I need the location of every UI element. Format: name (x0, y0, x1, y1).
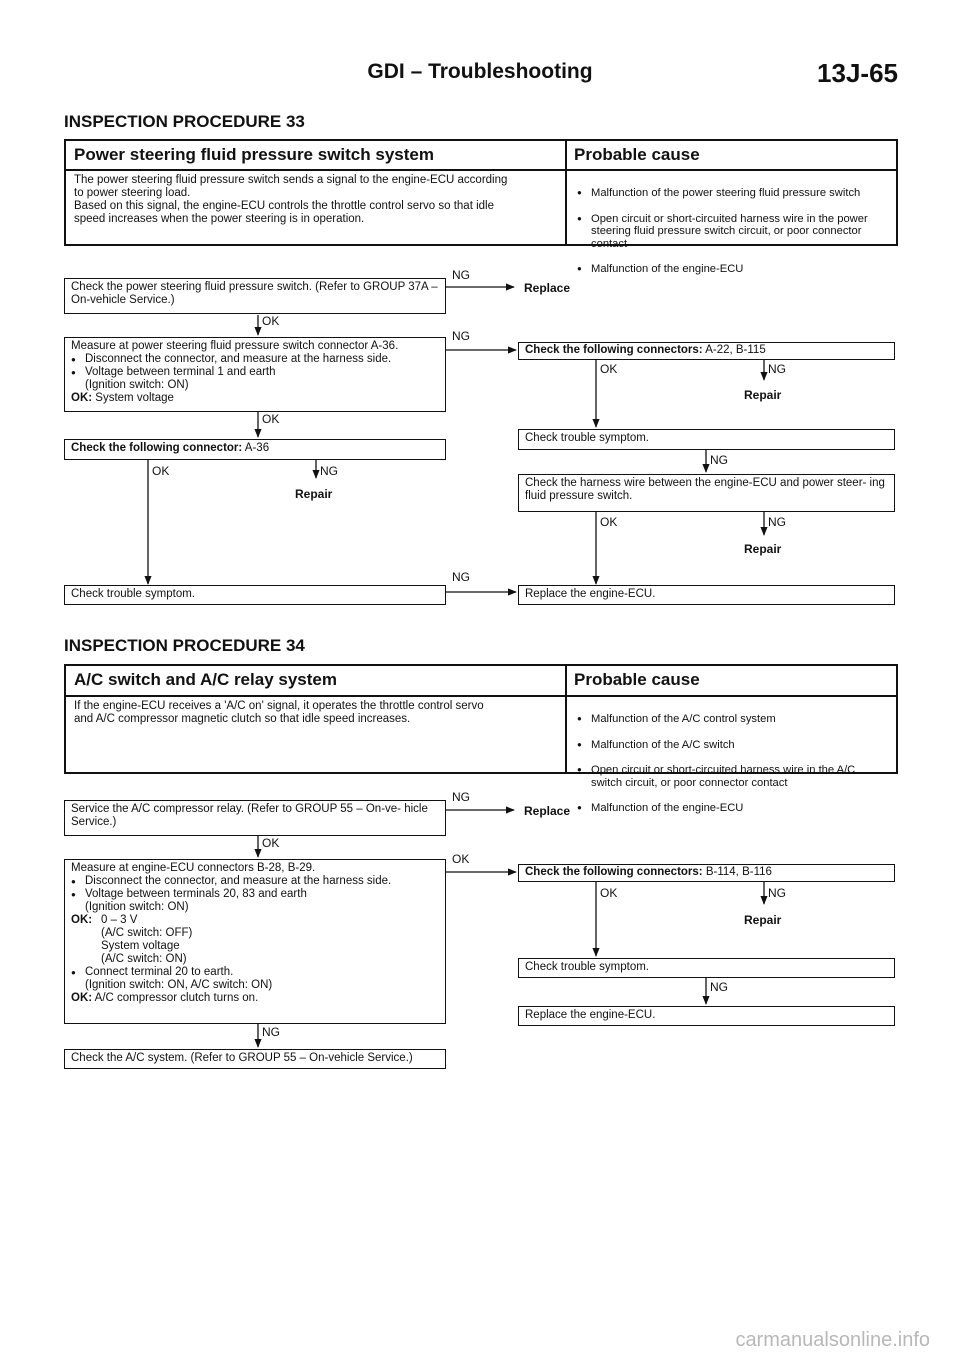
p33-check-connectors-label: Check the following connectors: (525, 344, 703, 356)
p34-check-connectors-label: Check the following connectors: (525, 866, 703, 878)
procedure-34-cause-title: Probable cause (574, 670, 700, 689)
ok-label: OK (152, 464, 170, 478)
p33-check-connector-label: Check the following connector: (71, 442, 243, 454)
page-header-title: GDI – Troubleshooting (367, 60, 593, 83)
ok-criteria-label: OK: (71, 914, 93, 926)
ok-criteria-label: OK: (71, 392, 93, 404)
p33-measure-box (64, 337, 446, 412)
procedure-33-system-title: Power steering fluid pressure switch system (74, 145, 434, 164)
repair-label: Repair (744, 388, 782, 402)
cause-item: ● Malfunction of the engine-ECU (575, 802, 889, 815)
p34-check-ac-system-box: Check the A/C system. (Refer to GROUP 55 – On-vehicle Service.) (64, 1049, 446, 1069)
cause-item: ● Open circuit or short-circuited harness wire in the A/C switch circuit, or poor connector contact (575, 764, 889, 789)
ng-label: NG (768, 886, 786, 900)
repair-label: Repair (744, 913, 782, 927)
p33-measure-step-2: ● Voltage between terminal 1 and earth (Ignition switch: ON) (71, 366, 439, 392)
ok-label: OK (262, 412, 280, 426)
p33-check-connector-box (64, 439, 446, 460)
repair-label: Repair (744, 542, 782, 556)
procedure-33-title: INSPECTION PROCEDURE 33 (64, 112, 305, 131)
p33-r-check-symptom-box: Check trouble symptom. (518, 429, 895, 450)
p33-replace-ecu-box: Replace the engine-ECU. (518, 585, 895, 605)
ng-label: NG (452, 790, 470, 804)
p33-measure-title: Measure at power steering fluid pressure switch connector A-36. (71, 340, 399, 352)
p34-check-connectors-box (518, 864, 895, 882)
watermark: carmanualsonline.info (735, 1329, 930, 1351)
ok-label: OK (262, 314, 280, 328)
ok-label: OK (600, 362, 618, 376)
ng-label: NG (768, 515, 786, 529)
page-number: 13J-65 (817, 58, 898, 88)
p33-replace-label: Replace (524, 281, 571, 295)
ok-label: OK (452, 852, 470, 866)
p34-check-connectors-value: B-114, B-116 (705, 866, 772, 878)
p33-check-symptom-box: Check trouble symptom. (64, 585, 446, 605)
p33-check-switch-box: Check the power steering fluid pressure switch. (Refer to GROUP 37A – On-vehicle Service.) (64, 278, 446, 314)
p34-measure-step-2: ● Voltage between terminals 20, 83 and earth (Ignition switch: ON) (71, 888, 439, 914)
ok-label: OK (262, 836, 280, 850)
ok-criteria-label: OK: (71, 992, 93, 1004)
p33-check-harness-box: Check the harness wire between the engine-ECU and power steer- ing fluid pressure switch. (518, 474, 895, 512)
ng-label: NG (710, 453, 728, 467)
p34-service-relay-box: Service the A/C compressor relay. (Refer to GROUP 55 – On-ve- hicle Service.) (64, 800, 446, 836)
cause-item: ● Malfunction of the power steering fluid pressure switch (575, 187, 889, 200)
procedure-33-table (64, 139, 898, 275)
p34-measure-step-1: ● Disconnect the connector, and measure at the harness side. (71, 875, 439, 888)
p34-measure-step-3: ● Connect terminal 20 to earth. (Ignition switch: ON, A/C switch: ON) (71, 966, 439, 992)
cause-item: ● Malfunction of the A/C switch (575, 739, 889, 752)
procedure-33-description: The power steering fluid pressure switch sends a signal to the engine-ECU according to power steering load. Based on this signal, the engine-ECU controls the throttle control servo so that idle speed increases when the power steering is in operation. (74, 174, 508, 225)
ng-label: NG (320, 464, 338, 478)
procedure-34-title: INSPECTION PROCEDURE 34 (64, 636, 305, 655)
ok-label: OK (600, 886, 618, 900)
p34-measure-title: Measure at engine-ECU connectors B-28, B-29. (71, 862, 316, 874)
p34-ok-value-2: A/C compressor clutch turns on. (94, 992, 259, 1004)
p33-measure-step-1: ● Disconnect the connector, and measure at the harness side. (71, 353, 439, 366)
p33-check-connectors-box (518, 342, 895, 360)
procedure-34-description: If the engine-ECU receives a 'A/C on' signal, it operates the throttle control servo and A/C compressor magnetic clutch so that idle speed increases. (74, 700, 484, 725)
p34-replace-label: Replace (524, 804, 571, 818)
ng-label: NG (452, 329, 470, 343)
p34-check-symptom-box: Check trouble symptom. (518, 958, 895, 978)
ng-label: NG (262, 1025, 280, 1039)
p34-measure-box (64, 859, 446, 1024)
ng-label: NG (710, 980, 728, 994)
p33-ok-value: System voltage (95, 392, 174, 404)
ok-label: OK (600, 515, 618, 529)
procedure-34-system-title: A/C switch and A/C relay system (74, 670, 337, 689)
p34-ok-value-1: 0 – 3 V (A/C switch: OFF) System voltage (A/C switch: ON) (101, 914, 193, 965)
ng-label: NG (452, 268, 470, 282)
p34-replace-ecu-box: Replace the engine-ECU. (518, 1006, 895, 1026)
cause-item: ● Malfunction of the A/C control system (575, 713, 889, 726)
cause-item: ● Malfunction of the engine-ECU (575, 263, 889, 276)
cause-item: ● Open circuit or short-circuited harness wire in the power steering fluid pressure switch circuit, or poor connector contact (575, 213, 889, 251)
p33-check-connectors-value: A-22, B-115 (705, 344, 766, 356)
ng-label: NG (452, 570, 470, 584)
repair-label: Repair (295, 487, 333, 501)
p33-check-connector-value: A-36 (244, 442, 270, 454)
procedure-34-causes (567, 700, 897, 828)
procedure-33-cause-title: Probable cause (574, 145, 700, 164)
ng-label: NG (768, 362, 786, 376)
procedure-33-causes (567, 174, 897, 289)
